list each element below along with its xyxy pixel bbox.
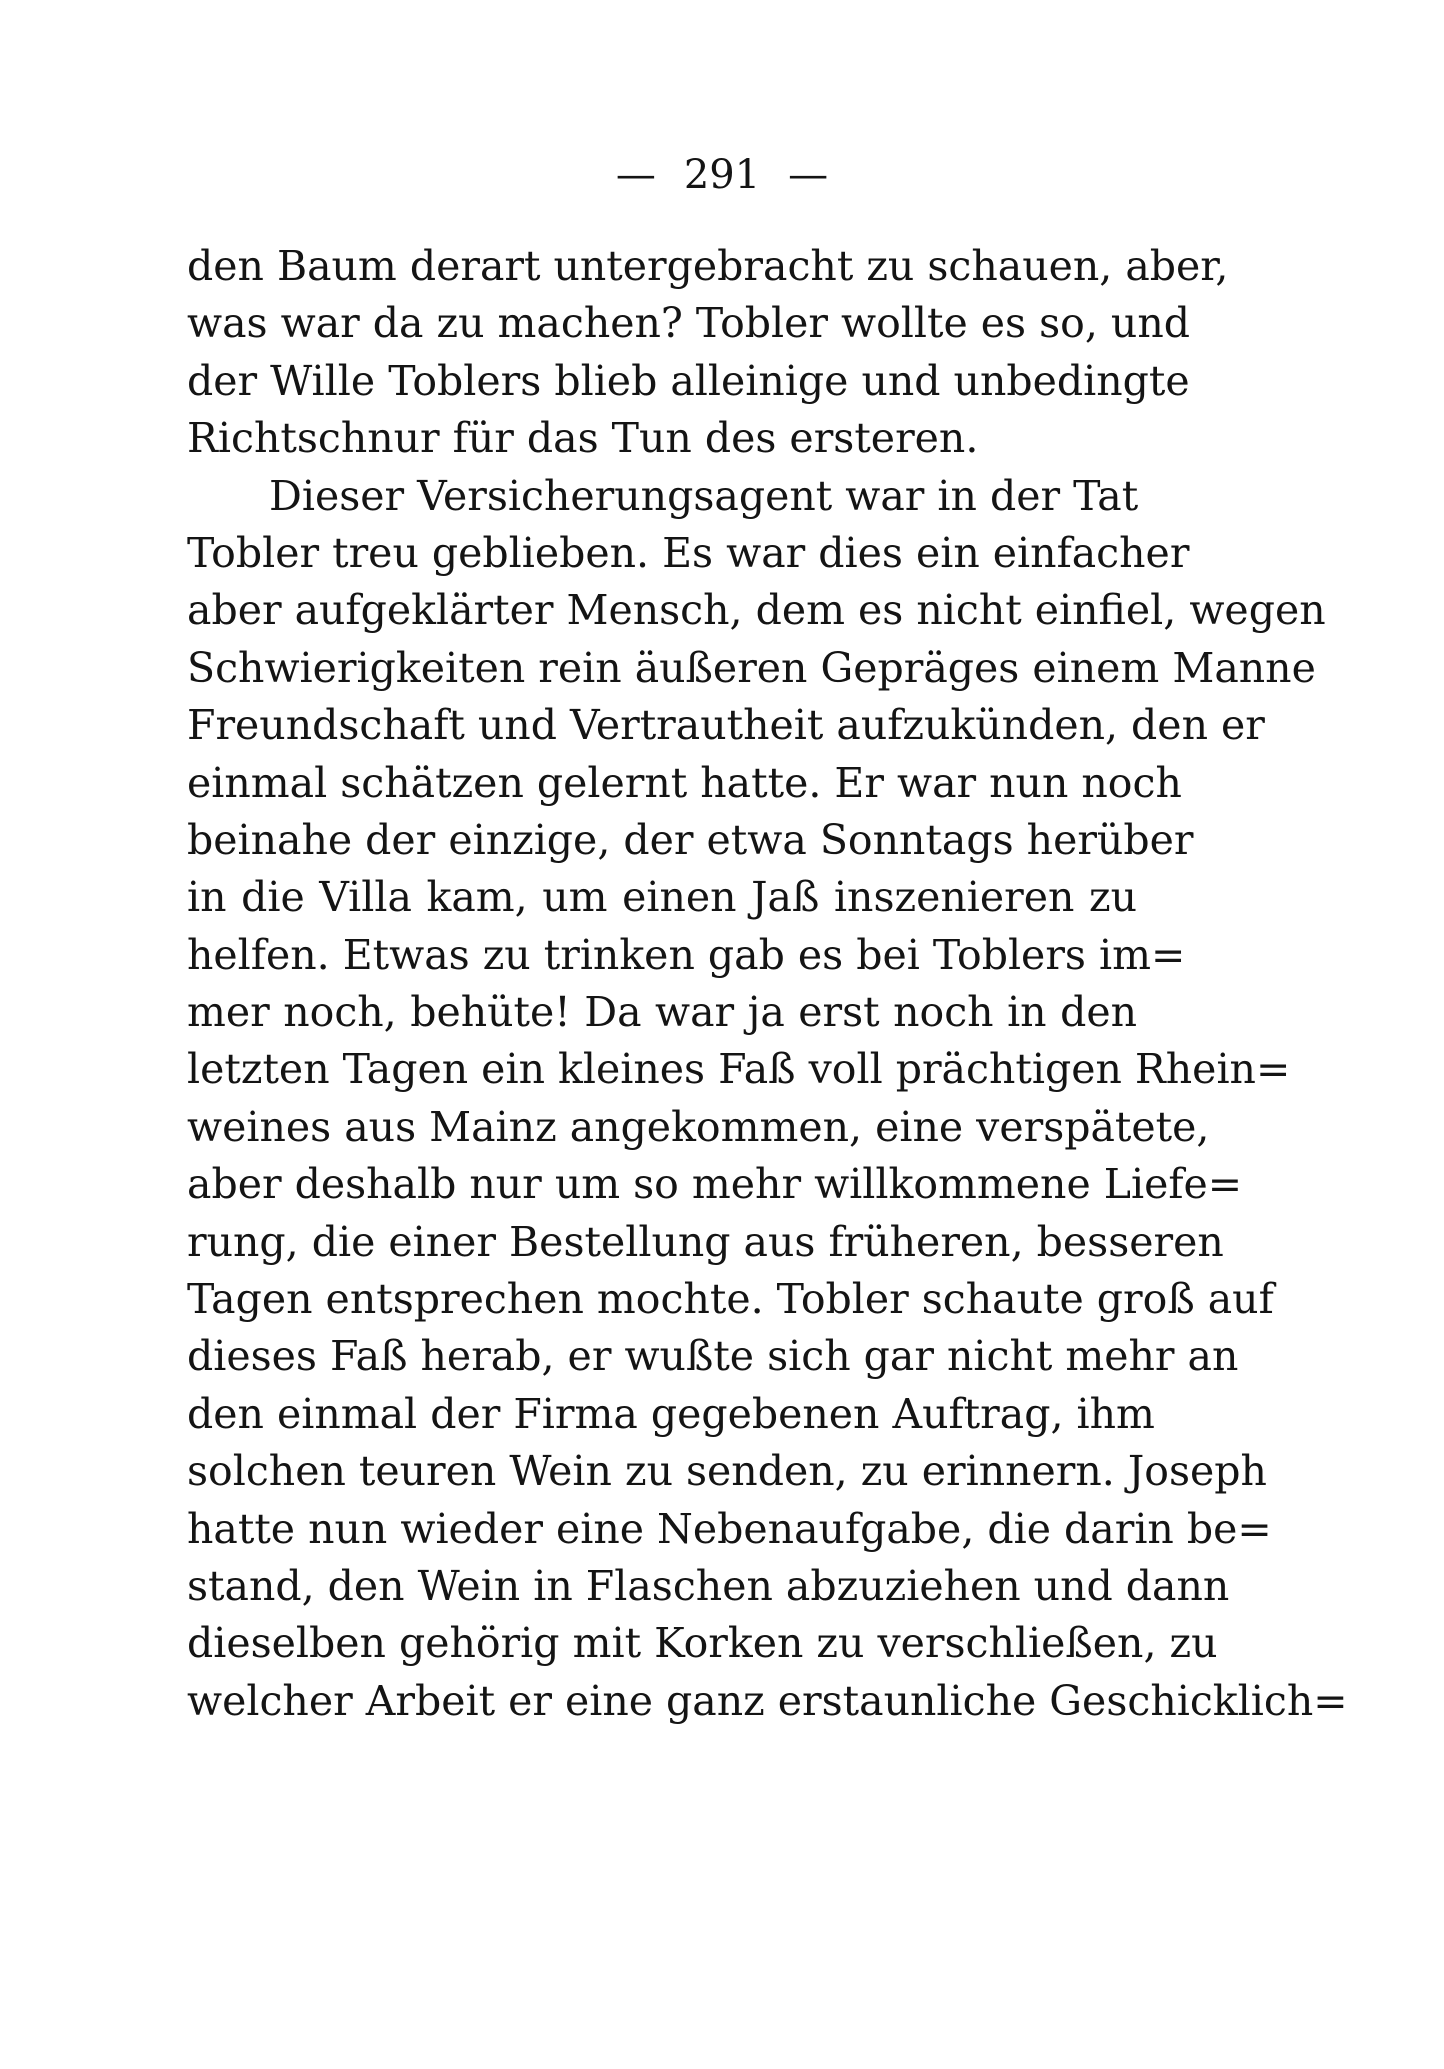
text-line: Freundschaft und Vertrautheit aufzukünden, den er bbox=[187, 701, 1265, 750]
text-line: beinahe der einzige, der etwa Sonntags herüber bbox=[187, 815, 1194, 864]
text-line: den Baum derart untergebracht zu schauen, aber, bbox=[187, 242, 1229, 290]
text-line: hatte nun wieder eine Nebenaufgabe, die darin be= bbox=[187, 1504, 1272, 1553]
text-line: mer noch, behüte! Da war ja erst noch in den bbox=[187, 988, 1137, 1037]
text-line: rung, die einer Bestellung aus früheren, besseren bbox=[187, 1217, 1224, 1266]
text-line: aber deshalb nur um so mehr willkommene Liefe= bbox=[187, 1160, 1243, 1209]
text-line: Tagen entsprechen mochte. Tobler schaute groß auf bbox=[187, 1275, 1274, 1324]
text-line: der Wille Toblers blieb alleinige und unbedingte bbox=[187, 356, 1190, 405]
text-line: letzten Tagen ein kleines Faß voll prächtigen Rhein= bbox=[187, 1045, 1291, 1094]
text-line: dieselben gehörig mit Korken zu verschließen, zu bbox=[187, 1619, 1218, 1668]
text-line: Dieser Versicherungsagent war in der Tat bbox=[269, 471, 1139, 520]
page-number-dash-right: — bbox=[788, 152, 829, 198]
text-line: einmal schätzen gelernt hatte. Er war nun noch bbox=[187, 758, 1182, 807]
text-line: aber aufgeklärter Mensch, dem es nicht einfiel, wegen bbox=[187, 586, 1326, 635]
page-number-header bbox=[0, 150, 1444, 200]
text-line: Schwierigkeiten rein äußeren Gepräges einem Manne bbox=[187, 643, 1316, 692]
page-number: 291 bbox=[683, 152, 761, 198]
text-line: solchen teuren Wein zu senden, zu erinnern. Joseph bbox=[187, 1447, 1267, 1496]
page-number-dash-left: — bbox=[615, 152, 656, 198]
text-line: dieses Faß herab, er wußte sich gar nicht mehr an bbox=[187, 1332, 1239, 1381]
text-line: was war da zu machen? Tobler wollte es so, und bbox=[187, 299, 1190, 348]
text-line: helfen. Etwas zu trinken gab es bei Toblers im= bbox=[187, 930, 1186, 979]
text-line: weines aus Mainz angekommen, eine verspätete, bbox=[187, 1102, 1210, 1151]
text-line: in die Villa kam, um einen Jaß inszenieren zu bbox=[187, 873, 1137, 922]
text-line: den einmal der Firma gegebenen Auftrag, ihm bbox=[187, 1389, 1155, 1438]
text-line: Richtschnur für das Tun des ersteren. bbox=[187, 414, 979, 463]
text-line: welcher Arbeit er eine ganz erstaunliche Geschicklich= bbox=[187, 1676, 1348, 1725]
text-line: Tobler treu geblieben. Es war dies ein einfacher bbox=[187, 528, 1190, 577]
text-line: stand, den Wein in Flaschen abzuziehen und dann bbox=[187, 1561, 1230, 1610]
body-text bbox=[187, 238, 1348, 1730]
